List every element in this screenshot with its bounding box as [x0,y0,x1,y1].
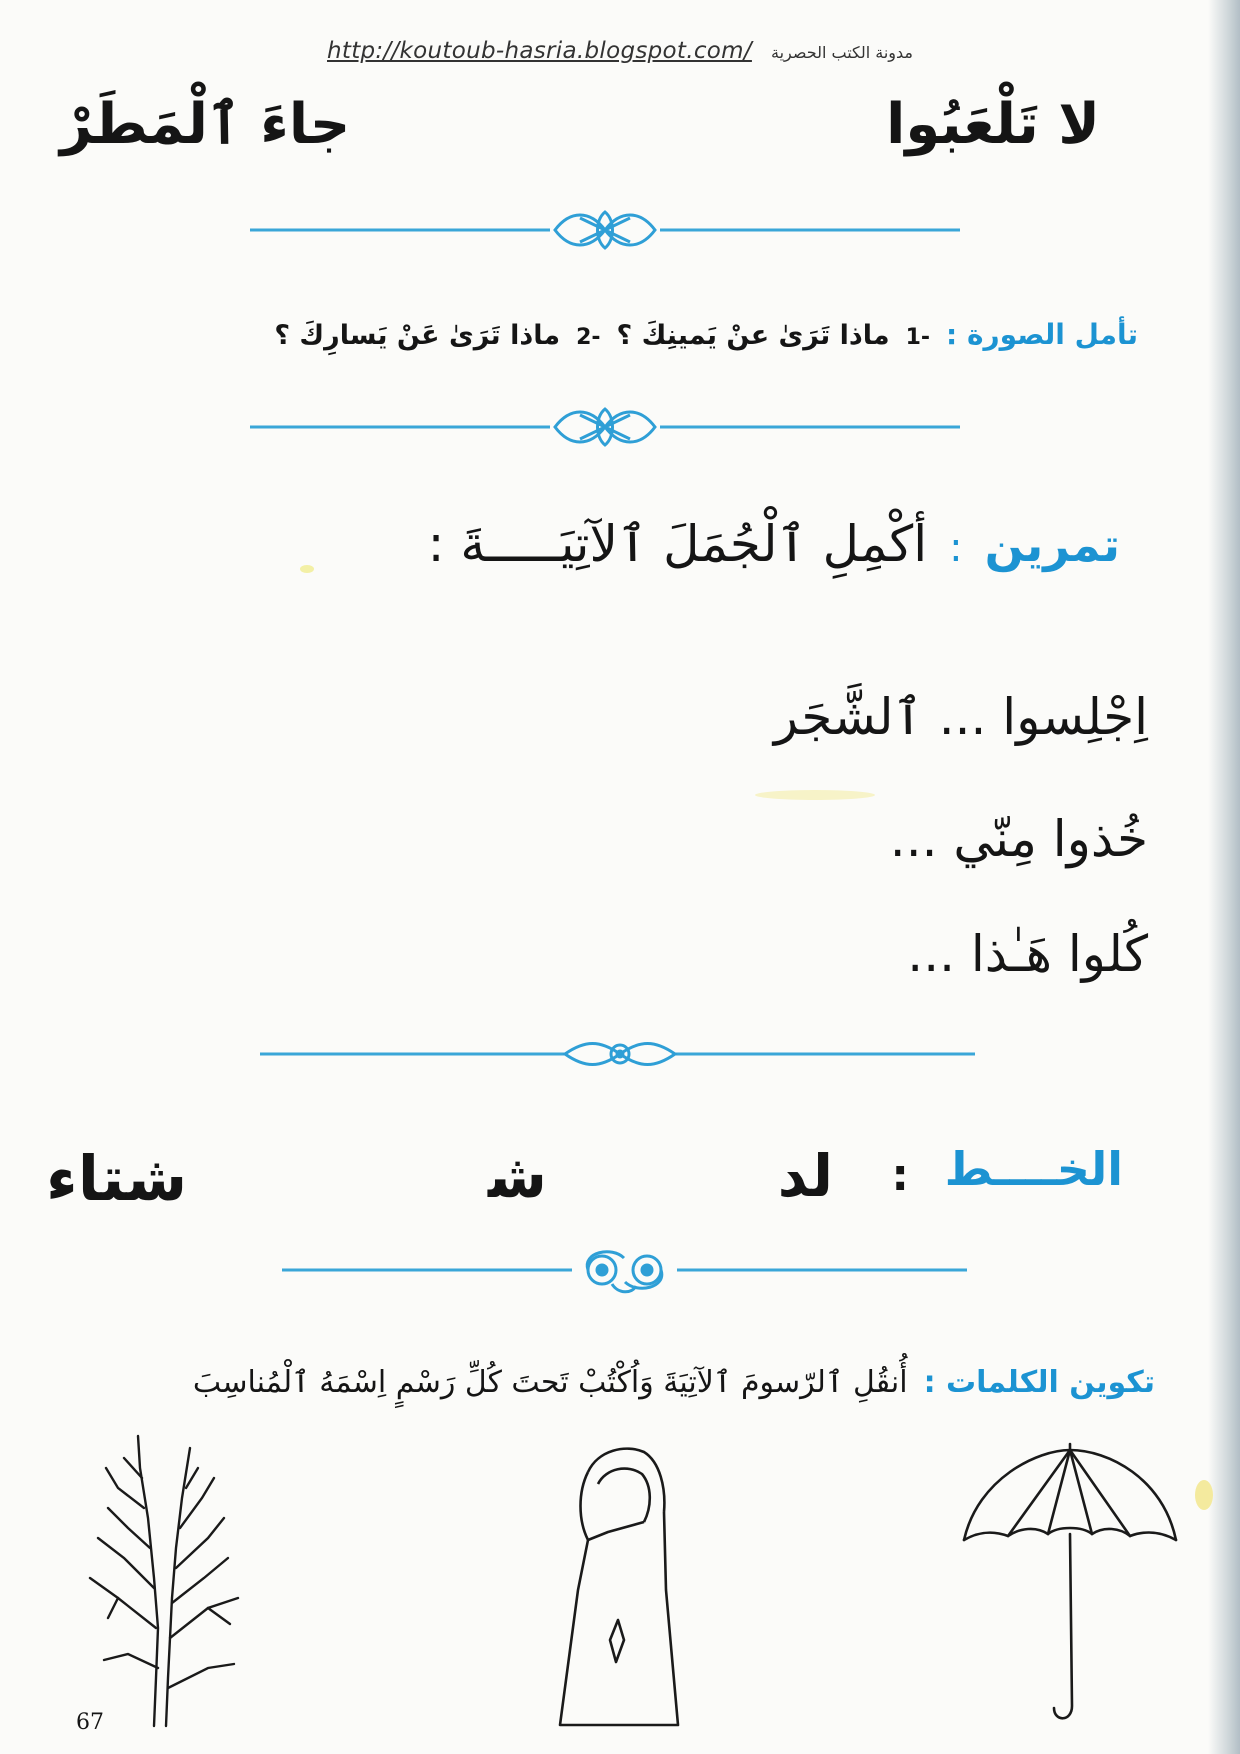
question-1: ماذا تَرَىٰ عنْ يَمينِكَ ؟ [616,320,890,351]
ornamental-divider [282,1240,967,1300]
question-2: ماذا تَرَىٰ عَنْ يَسارِكَ ؟ [274,320,561,351]
question-1-number: 1- [905,325,931,350]
handwriting-row [28,1142,1123,1232]
page-number: 67 [76,1710,104,1735]
ornamental-divider [260,1024,975,1084]
section-label-picture: تأمل الصورة : [946,318,1138,351]
ornamental-divider [250,200,960,260]
handwriting-colon: : [891,1150,909,1201]
exercise-sentence-1: اِجْلِسوا ... ٱلشَّجَر [773,688,1148,746]
umbrella-icon [958,1438,1183,1732]
blog-name: مدونة الكتب الحصرية [771,43,913,62]
section-label-handwriting: الخــــط [944,1142,1123,1196]
handwriting-letter: ﻟﺪ [777,1142,833,1210]
title-phrase-1: لا تَلْعَبُوا [886,92,1100,157]
handwriting-word: شتاء [46,1142,188,1215]
paper-stain [1195,1480,1213,1510]
paper-stain [755,790,875,800]
word-building-heading [20,1365,1155,1400]
picture-questions [28,318,1138,351]
section-label-word-building: تكوين الكلمات : [923,1365,1155,1400]
title-phrase-2: جاءَ ٱلْمَطَرْ [60,92,351,157]
blog-url[interactable]: http://koutoub-hasria.blogspot.com/ [327,38,752,64]
hooded-coat-icon [548,1440,688,1739]
question-2-number: 2- [576,325,601,350]
word-building-instruction: أُنقُلِ ٱلرّسومَ ٱلآتِيَةَ وَاُكْتُبْ تَحتَ كُلِّ رَسْمٍ اِسْمَهُ ٱلْمُناسِبَ [192,1365,908,1400]
section-label-exercise: تمرين [984,518,1120,572]
handwriting-syllable: ﺷ [488,1142,548,1212]
exercise-colon: : [949,525,963,571]
exercise-sentence-3: كُلوا هَـٰذا ... [907,925,1148,983]
exercise-instruction: أكْمِلِ ٱلْجُمَلَ ٱلآتِيَـــــةَ : [427,515,928,573]
header-watermark [290,38,950,64]
tree-icon [68,1428,258,1732]
exercise-heading [250,515,1120,573]
lesson-title [60,92,1100,157]
exercise-sentence-2: خُذوا مِنّي ... [889,810,1148,868]
ornamental-divider [250,397,960,457]
